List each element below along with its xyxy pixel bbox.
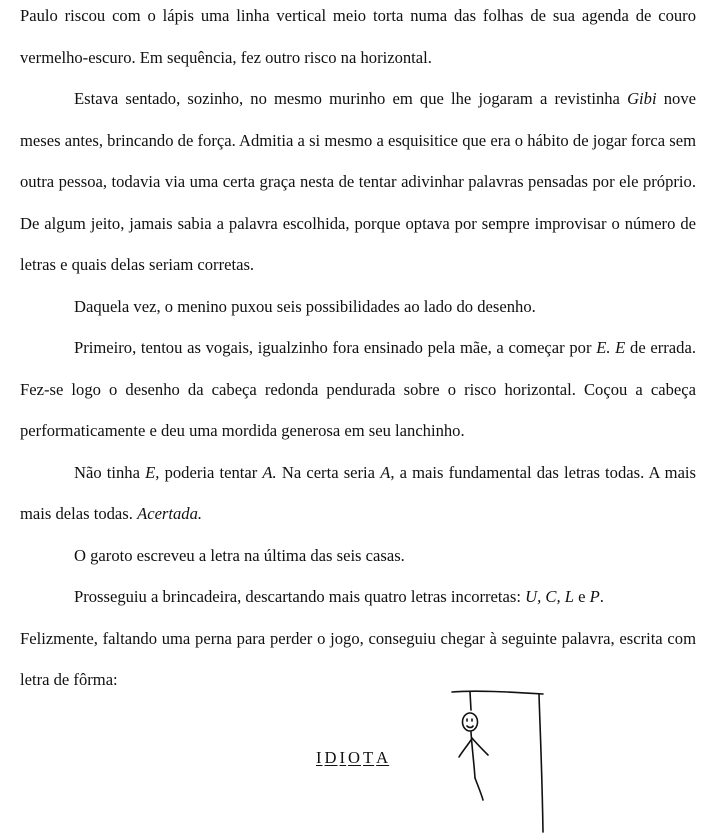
hangman-letter: I (339, 748, 347, 767)
figure-left-arm (459, 740, 471, 757)
acertada-italic: Acertada. (137, 504, 203, 523)
hangman-word (316, 748, 389, 768)
paragraph-4-text-c: de errada. Fez-se logo o desenho da cabeça redonda pendurada sobre o risco horizontal. Coçou a cabeça performaticamente e deu uma mordida generosa em seu lanchinho. (20, 338, 696, 440)
gallows-beam (452, 691, 543, 694)
letter-e-italic: E. E (596, 338, 626, 357)
gallows-rope (470, 692, 471, 710)
gallows-post (539, 694, 543, 832)
paragraph-2 (20, 78, 696, 286)
hangman-letter: D (324, 748, 338, 767)
figure-leg (475, 778, 483, 800)
figure-head (463, 713, 478, 731)
hangman-letter: T (363, 748, 375, 767)
paragraph-5: Não tinha E, poderia tentar A. Na certa seria A, a mais fundamental das letras todas. A mais mais delas todas. Acertada. (20, 462, 697, 523)
paragraph-4-text-a: Primeiro, tentou as vogais, igualzinho fora ensinado pela mãe, a começar por (74, 338, 597, 357)
gibi-italic: Gibi (627, 89, 657, 108)
hangman-letter: A (376, 748, 390, 767)
paragraph-8: Felizmente, faltando uma perna para perder o jogo, conseguiu chegar à seguinte palavra, escrita com letra de fôrma: (20, 628, 696, 689)
paragraph-6: O garoto escreveu a letra na última das seis casas. (74, 545, 405, 565)
figure-face (467, 719, 473, 728)
hangman-drawing (450, 688, 550, 833)
incorrect-letters-italic: U, C, L (525, 587, 574, 606)
paragraph-1: Paulo riscou com o lápis uma linha vertical meio torta numa das folhas de sua agenda de couro vermelho-escuro. Em sequência, fez outro risco na horizontal. (20, 6, 696, 67)
paragraph-4 (20, 327, 696, 452)
hangman-letter: I (316, 748, 323, 767)
paragraph-3: Daquela vez, o menino puxou seis possibilidades ao lado do desenho. (74, 296, 536, 316)
hangman-letter: O (348, 748, 362, 767)
paragraph-2-text-a: Estava sentado, sozinho, no mesmo murinho em que lhe jogaram a revistinha (74, 89, 628, 108)
figure-right-arm (472, 738, 488, 755)
document-body (20, 0, 696, 701)
paragraph-7: Prosseguiu a brincadeira, descartando mais quatro letras incorretas: U, C, L e P. (74, 587, 604, 606)
paragraph-2-text-c: nove meses antes, brincando de força. Admitia a si mesmo a esquisitice que era o hábito de jogar forca sem outra pessoa, todavia via uma certa graça nesta de tentar adivinhar palavras pensadas por ele próprio. De algum jeito, jamais sabia a palavra escolhida, porque optava por sempre improvisar o número de letras e quais delas seriam corretas. (20, 89, 696, 274)
